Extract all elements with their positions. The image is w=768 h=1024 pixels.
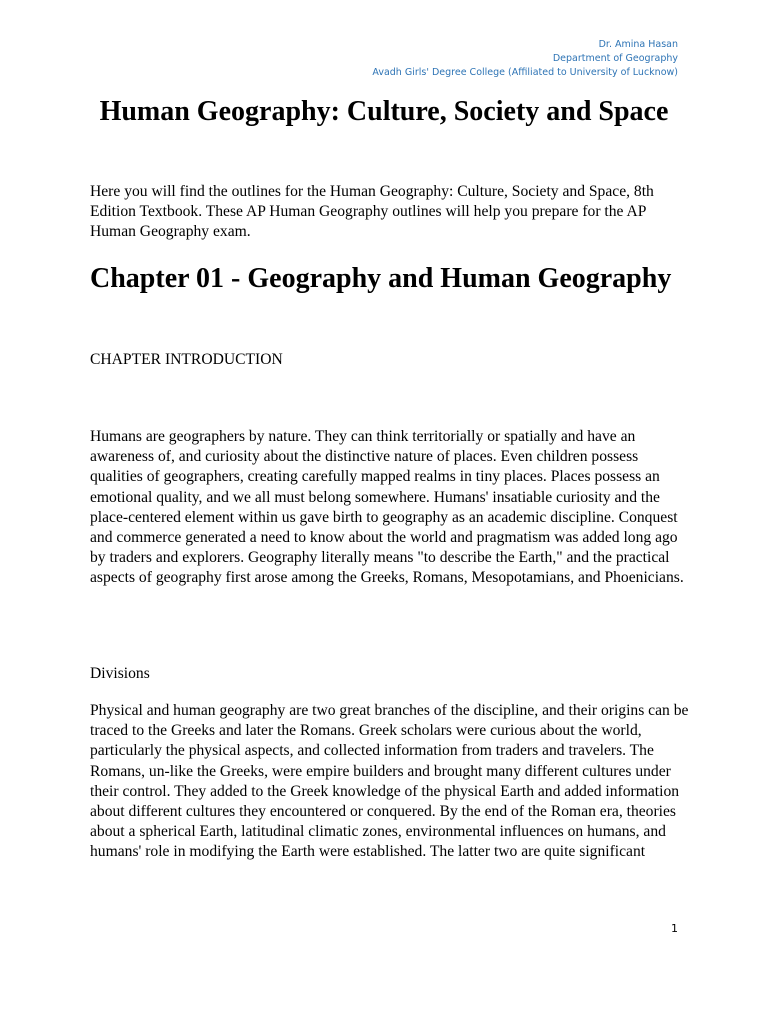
page-number: 1	[671, 922, 678, 935]
page-header	[372, 38, 678, 80]
divisions-paragraph: Physical and human geography are two great branches of the discipline, and their origins can be traced to the Greeks and later the Romans. Greek scholars were curious about the world, particularly the physical aspects, and collected information from traders and travelers. The Romans, un-like the Greeks, were empire builders and brought many different cultures under their control. They added to the Greek knowledge of the physical Earth and added information about different cultures they encountered or conquered. By the end of the Roman era, theories about a spherical Earth, latitudinal climatic zones, environmental influences on humans, and humans' role in modifying the Earth were established. The latter two are quite significant	[90, 702, 689, 861]
header-author: Dr. Amina Hasan	[598, 39, 678, 50]
header-college: Avadh Girls' Degree College (Affiliated to University of Lucknow)	[372, 67, 678, 78]
chapter-title: Chapter 01 - Geography and Human Geography	[90, 263, 672, 294]
divisions-label: Divisions	[90, 665, 150, 682]
header-department: Department of Geography	[552, 53, 678, 64]
chapter-intro-label: CHAPTER INTRODUCTION	[90, 351, 283, 368]
chapter-intro-paragraph: Humans are geographers by nature. They can think territorially or spatially and have an awareness of, and curiosity about the distinctive nature of places. Even children possess qualities of geographers, creating carefully mapped realms in tiny places. Places possess an emotional quality, and we all must belong somewhere. Humans' insatiable curiosity and the place-centered element within us gave birth to geography as an academic discipline. Conquest and commerce generated a need to know about the world and pragmatism was added long ago by traders and explorers. Geography literally means "to describe the Earth," and the practical aspects of geography first arose among the Greeks, Romans, Mesopotamians, and Phoenicians.	[90, 428, 684, 587]
document-title: Human Geography: Culture, Society and Space	[99, 96, 669, 127]
document-intro: Here you will find the outlines for the Human Geography: Culture, Society and Space, 8th Edition Textbook. These AP Human Geography outlines will help you prepare for the AP Human Geography exam.	[90, 183, 654, 240]
